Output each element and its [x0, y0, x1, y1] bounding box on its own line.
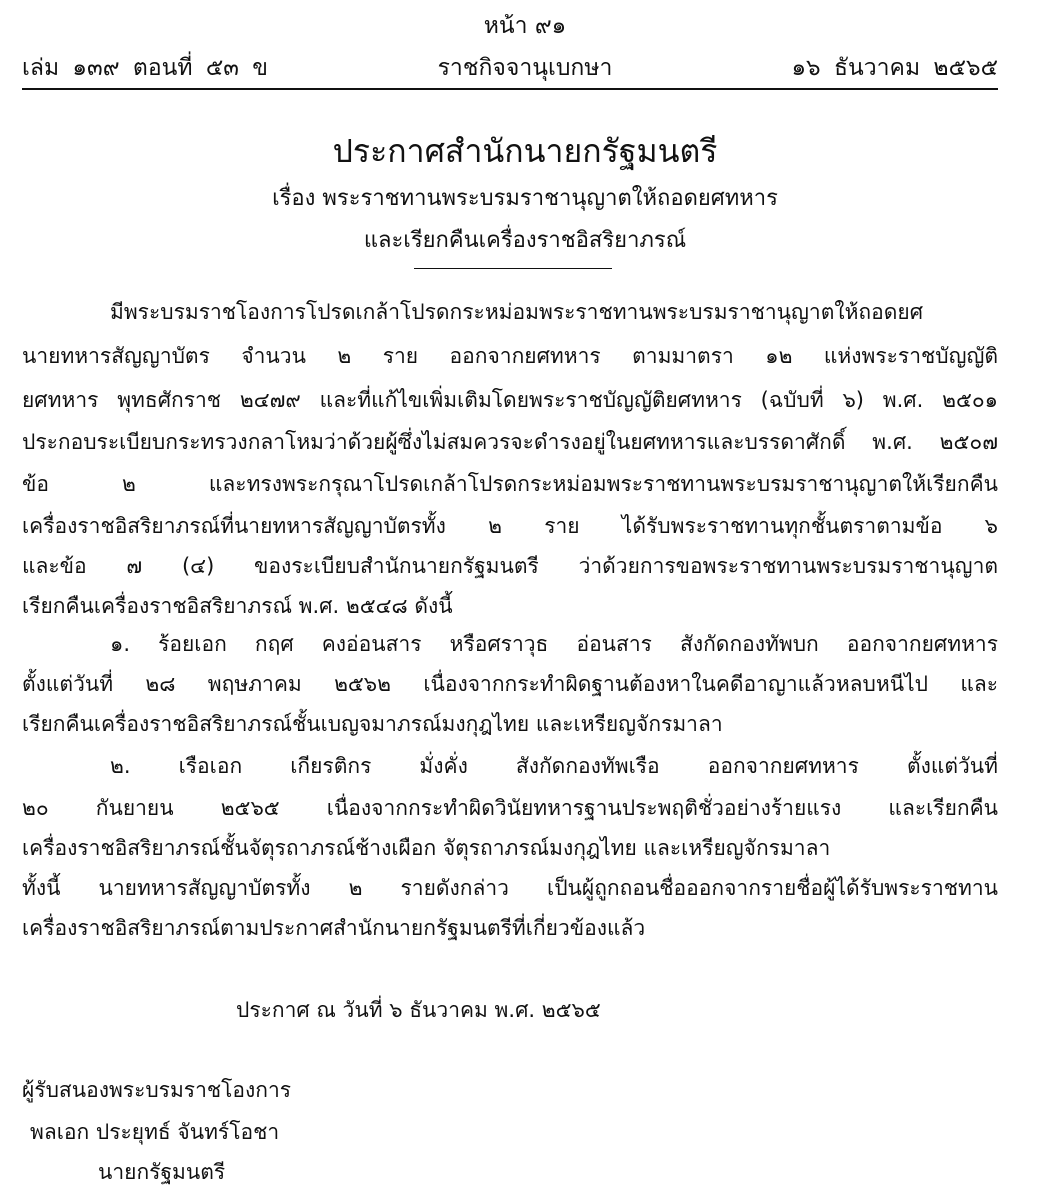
- body-line: นายทหารสัญญาบัตร จำนวน ๒ ราย ออกจากยศทหาร ตามมาตรา ๑๒ แห่งพระราชบัญญัติ: [22, 344, 998, 368]
- item-1-line: ตั้งแต่วันที่ ๒๘ พฤษภาคม ๒๕๖๒ เนื่องจากกระทำผิดฐานต้องหาในคดีอาญาแล้วหลบหนีไป และ: [22, 672, 998, 696]
- body-line: ข้อ ๒ และทรงพระกรุณาโปรดเกล้าโปรดกระหม่อมพระราชทานพระบรมราชานุญาตให้เรียกคืน: [22, 472, 998, 496]
- signatory-name: พลเอก ประยุทธ์ จันทร์โอชา: [30, 1120, 280, 1144]
- gazette-name: ราชกิจจานุเบกษา: [437, 55, 613, 81]
- document-title: ประกาศสำนักนายกรัฐมนตรี: [332, 132, 718, 170]
- body-line: มีพระบรมราชโองการโปรดเกล้าโปรดกระหม่อมพระราชทานพระบรมราชานุญาตให้ถอดยศ: [110, 300, 924, 324]
- item-1-line: ๑. ร้อยเอก กฤศ คงอ่อนสาร หรือศราวุธ อ่อนสาร สังกัดกองทัพบก ออกจากยศทหาร: [110, 632, 998, 656]
- page-number: หน้า ๙๑: [483, 13, 567, 39]
- body-line: ยศทหาร พุทธศักราช ๒๔๗๙ และที่แก้ไขเพิ่มเติมโดยพระราชบัญญัติยศทหาร (ฉบับที่ ๖) พ.ศ. ๒๕๐๑: [22, 388, 998, 412]
- publication-date: ๑๖ ธันวาคม ๒๕๖๕: [791, 55, 998, 81]
- item-1-line: เรียกคืนเครื่องราชอิสริยาภรณ์ชั้นเบญจมาภรณ์มงกุฎไทย และเหรียญจักรมาลา: [22, 712, 723, 736]
- body-line: เรียกคืนเครื่องราชอิสริยาภรณ์ พ.ศ. ๒๕๔๘ ดังนี้: [22, 594, 453, 618]
- body-line: เครื่องราชอิสริยาภรณ์ที่นายทหารสัญญาบัตรทั้ง ๒ ราย ได้รับพระราชทานทุกชั้นตราตามข้อ ๖: [22, 514, 998, 538]
- countersign-label: ผู้รับสนองพระบรมราชโองการ: [22, 1078, 292, 1102]
- item-2-line: เครื่องราชอิสริยาภรณ์ชั้นจัตุรถาภรณ์ช้างเผือก จัตุรถาภรณ์มงกุฎไทย และเหรียญจักรมาลา: [22, 836, 831, 860]
- item-2-line: ๒๐ กันยายน ๒๕๖๕ เนื่องจากกระทำผิดวินัยทหารฐานประพฤติชั่วอย่างร้ายแรง และเรียกคืน: [22, 796, 998, 820]
- closing-line: เครื่องราชอิสริยาภรณ์ตามประกาศสำนักนายกรัฐมนตรีที่เกี่ยวข้องแล้ว: [22, 916, 646, 940]
- volume-issue: เล่ม ๑๓๙ ตอนที่ ๕๓ ข: [22, 55, 269, 81]
- closing-line: ทั้งนี้ นายทหารสัญญาบัตรทั้ง ๒ รายดังกล่าว เป็นผู้ถูกถอนชื่อออกจากรายชื่อผู้ได้รับพระราชทาน: [22, 876, 998, 900]
- subject-line-2: และเรียกคืนเครื่องราชอิสริยาภรณ์: [363, 228, 687, 253]
- item-2-line: ๒. เรือเอก เกียรติกร มั่งคั่ง สังกัดกองทัพเรือ ออกจากยศทหาร ตั้งแต่วันที่: [110, 754, 998, 778]
- announcement-date: ประกาศ ณ วันที่ ๖ ธันวาคม พ.ศ. ๒๕๖๕: [236, 998, 601, 1022]
- signatory-position: นายกรัฐมนตรี: [98, 1160, 226, 1184]
- subject-line-1: เรื่อง พระราชทานพระบรมราชานุญาตให้ถอดยศทหาร: [272, 186, 778, 211]
- body-line: และข้อ ๗ (๔) ของระเบียบสำนักนายกรัฐมนตรี ว่าด้วยการขอพระราชทานพระบรมราชานุญาต: [22, 554, 998, 578]
- title-divider: [414, 268, 612, 269]
- body-line: ประกอบระเบียบกระทรวงกลาโหมว่าด้วยผู้ซึ่งไม่สมควรจะดำรงอยู่ในยศทหารและบรรดาศักดิ์ พ.ศ. ๒๕๐๗: [22, 430, 998, 454]
- header-divider: [22, 88, 998, 90]
